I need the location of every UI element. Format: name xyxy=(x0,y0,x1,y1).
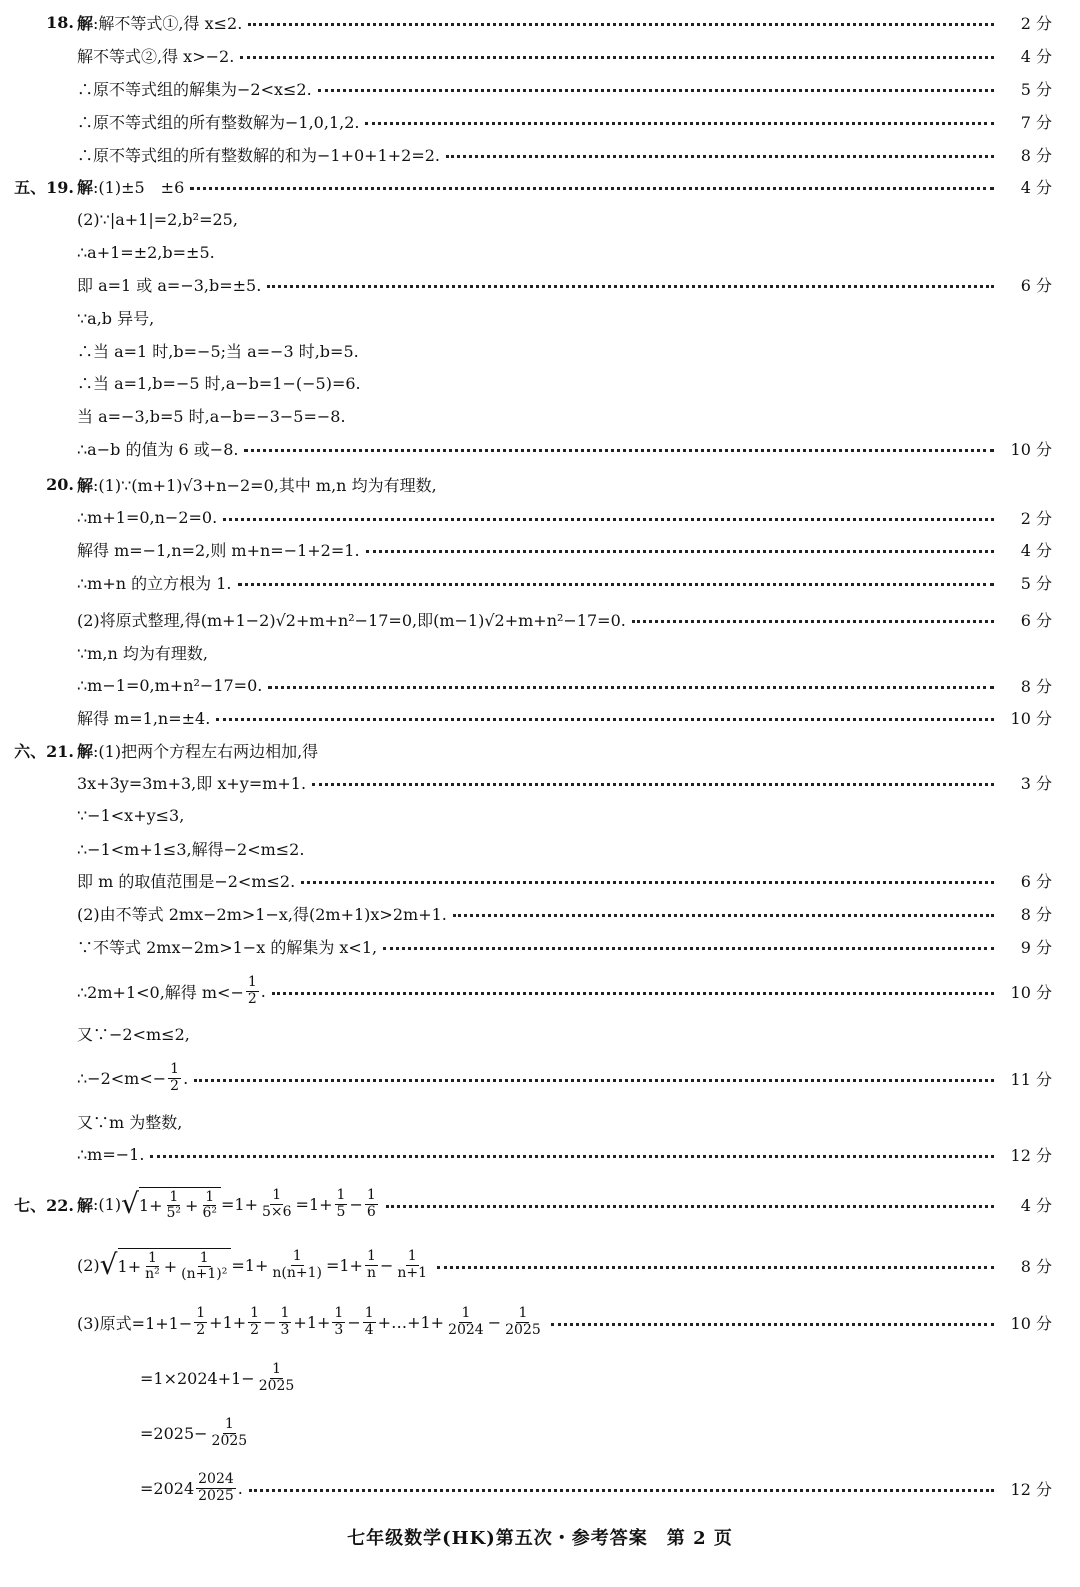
fraction-denominator: 2025 xyxy=(198,1487,234,1504)
answer-text: 又∵m 为整数, xyxy=(77,1112,183,1132)
fraction xyxy=(196,1472,236,1504)
q21-line-8 xyxy=(0,963,1080,1019)
q19-line-8 xyxy=(0,399,1080,431)
q21-line-3 xyxy=(0,799,1080,831)
q19-line-9 xyxy=(0,432,1080,464)
fraction-denominator: 2025 xyxy=(211,1432,248,1449)
answer-text: ∴m=−1. xyxy=(77,1144,145,1164)
expr-text: =1+ xyxy=(231,1255,269,1275)
leader-dots xyxy=(240,56,994,59)
expr-text: +1+ xyxy=(293,1312,331,1332)
score: 6 分 xyxy=(1020,610,1052,630)
answer-text: 解得 m=−1,n=2,则 m+n=−1+2=1. xyxy=(77,540,360,560)
leader-dots xyxy=(194,1079,994,1082)
fraction-numerator: 1 xyxy=(366,1187,376,1204)
fraction-denominator: n(n+1) xyxy=(272,1264,322,1281)
solution-head: 解 xyxy=(77,177,94,197)
q19-line-5 xyxy=(0,301,1080,333)
expr-text: =2025− xyxy=(140,1423,208,1443)
answer-text xyxy=(77,1306,545,1338)
fraction xyxy=(260,1188,294,1220)
fraction xyxy=(335,1188,348,1220)
fraction-numerator: 1 xyxy=(247,974,257,991)
fraction-denominator: n+1 xyxy=(397,1264,428,1281)
q21-line-1 xyxy=(0,734,1080,766)
radicand xyxy=(118,1248,232,1283)
answer-text: (2)由不等式 2mx−2m>1−x,得(2m+1)x>2m+1. xyxy=(77,904,447,924)
fraction-numerator: 1 xyxy=(196,1305,206,1322)
score: 2 分 xyxy=(1020,508,1052,528)
score: 7 分 xyxy=(1020,112,1052,132)
fraction-numerator: 1 xyxy=(272,1187,282,1204)
expr-text: − xyxy=(347,1312,361,1332)
expr-text: =1×2024+1− xyxy=(140,1368,255,1388)
leader-dots xyxy=(249,1489,994,1492)
expr-text: + xyxy=(185,1196,199,1215)
answer-text: ∴原不等式组的解集为−2<x≤2. xyxy=(77,79,312,99)
answer-text: ∵不等式 2mx−2m>1−x 的解集为 x<1, xyxy=(77,937,378,957)
fraction-denominator: 5² xyxy=(166,1205,182,1221)
score: 8 分 xyxy=(1020,904,1052,924)
question-number: 五、19. xyxy=(14,177,74,197)
fraction-numerator: 1 xyxy=(169,1188,179,1205)
fraction-numerator: 1 xyxy=(147,1249,157,1266)
score: 12 分 xyxy=(1010,1145,1052,1165)
expr-text: :(1) xyxy=(93,1194,122,1214)
leader-dots xyxy=(238,583,994,586)
fraction-denominator: 2 xyxy=(250,1321,260,1338)
fraction-numerator: 1 xyxy=(250,1305,260,1322)
answer-text: ∵m,n 均为有理数, xyxy=(77,643,208,663)
leader-dots xyxy=(216,718,994,721)
answer-text: 解不等式②,得 x>−2. xyxy=(77,46,235,66)
leader-dots xyxy=(453,914,994,917)
expr-text: (3)原式=1+1− xyxy=(77,1313,193,1333)
q21-line-11 xyxy=(0,1105,1080,1137)
answer-text: 3x+3y=3m+3,即 x+y=m+1. xyxy=(77,773,307,793)
expr-text: (2) xyxy=(77,1255,100,1275)
question-number: 七、22. xyxy=(14,1195,74,1215)
answer-text xyxy=(77,1248,431,1283)
leader-dots xyxy=(365,122,994,125)
fraction-denominator: 6 xyxy=(366,1203,376,1220)
fraction xyxy=(246,975,259,1007)
score: 12 分 xyxy=(1010,1479,1052,1499)
fraction xyxy=(503,1306,543,1338)
answer-text: :(1)∵(m+1)√3+n−2=0,其中 m,n 均为有理数, xyxy=(93,475,437,495)
expr-text: =2024 xyxy=(140,1478,195,1498)
fraction-denominator: 2024 xyxy=(448,1321,484,1338)
answer-text: ∴m−1=0,m+n²−17=0. xyxy=(77,675,263,695)
expr-text: 1+ xyxy=(117,1257,142,1276)
answer-text: ∴当 a=1,b=−5 时,a−b=1−(−5)=6. xyxy=(77,373,361,393)
q19-line-2 xyxy=(0,203,1080,235)
leader-dots xyxy=(366,550,994,553)
fraction xyxy=(332,1306,345,1338)
answer-text xyxy=(77,975,266,1007)
fraction-denominator: n xyxy=(366,1264,376,1281)
leader-dots xyxy=(268,686,994,689)
fraction-denominator: 6² xyxy=(202,1205,217,1221)
score: 8 分 xyxy=(1020,145,1052,165)
q20-line-8 xyxy=(0,701,1080,733)
radical-sign: √ xyxy=(99,1248,118,1281)
fraction-denominator: 2025 xyxy=(258,1377,295,1394)
q20-line-1 xyxy=(0,468,1080,500)
q22-line-5 xyxy=(0,1405,1080,1461)
question-number: 六、21. xyxy=(14,741,74,761)
answer-text: ∴a+1=±2,b=±5. xyxy=(77,242,215,262)
answer-text: ∵−1<x+y≤3, xyxy=(77,805,185,825)
score: 8 分 xyxy=(1020,676,1052,696)
expr-text: +…+1+ xyxy=(377,1312,445,1332)
score: 8 分 xyxy=(1020,1256,1052,1276)
expr-text: + xyxy=(163,1257,178,1276)
leader-dots xyxy=(632,620,994,623)
expr-text: − xyxy=(263,1312,277,1332)
answer-text: ∴当 a=1 时,b=−5;当 a=−3 时,b=5. xyxy=(77,341,359,361)
fraction-numerator: 1 xyxy=(292,1248,302,1265)
square-root xyxy=(100,1248,232,1283)
fraction xyxy=(168,1062,181,1094)
q19-line-3 xyxy=(0,236,1080,268)
answer-text: :(1)把两个方程左右两边相加,得 xyxy=(93,741,319,761)
q18-line-3 xyxy=(0,72,1080,104)
q18-line-4 xyxy=(0,105,1080,137)
answer-text: 又∵−2<m≤2, xyxy=(77,1024,190,1044)
leader-dots xyxy=(301,881,994,884)
answer-text: :(1)±5 ±6 xyxy=(93,177,185,197)
answer-text xyxy=(77,1062,188,1094)
q22-line-6 xyxy=(0,1460,1080,1516)
answer-text xyxy=(140,1362,298,1394)
answer-text: ∴m+1=0,n−2=0. xyxy=(77,507,218,527)
score: 3 分 xyxy=(1020,773,1052,793)
q18-line-5 xyxy=(0,138,1080,170)
expr-text: − xyxy=(380,1255,394,1275)
fraction-denominator: 2 xyxy=(247,990,257,1007)
fraction-denominator: (n+1)² xyxy=(181,1266,228,1282)
fraction-numerator: 1 xyxy=(280,1305,290,1322)
fraction xyxy=(257,1362,297,1394)
fraction-denominator: 2 xyxy=(196,1321,206,1338)
q20-line-6 xyxy=(0,636,1080,668)
fraction-numerator: 1 xyxy=(205,1188,215,1205)
fraction-numerator: 1 xyxy=(518,1305,528,1322)
solution-head: 解 xyxy=(77,13,94,33)
q21-line-7 xyxy=(0,930,1080,962)
fraction xyxy=(179,1251,229,1283)
fraction-numerator: 1 xyxy=(407,1248,417,1265)
score: 11 分 xyxy=(1010,1069,1052,1089)
fraction-denominator: 3 xyxy=(280,1321,290,1338)
answer-text: ∴a−b 的值为 6 或−8. xyxy=(77,439,239,459)
q20-line-5 xyxy=(0,603,1080,635)
q18-line-2 xyxy=(0,39,1080,71)
answer-text: (2)将原式整理,得(m+1−2)√2+m+n²−17=0,即(m−1)√2+m+n²−17=0. xyxy=(77,610,626,630)
fraction-denominator: 4 xyxy=(364,1321,374,1338)
fraction-numerator: 1 xyxy=(364,1305,374,1322)
expr-text: =1+ xyxy=(325,1255,363,1275)
square-root xyxy=(121,1187,221,1222)
expr-text: − xyxy=(349,1194,363,1214)
leader-dots xyxy=(386,1205,994,1208)
fraction xyxy=(248,1306,261,1338)
q20-line-3 xyxy=(0,533,1080,565)
q21-line-4 xyxy=(0,832,1080,864)
score: 6 分 xyxy=(1020,871,1052,891)
q19-line-7 xyxy=(0,366,1080,398)
question-number: 20. xyxy=(46,474,74,494)
fraction xyxy=(200,1190,219,1222)
fraction-numerator: 1 xyxy=(461,1305,471,1322)
q20-line-7 xyxy=(0,669,1080,701)
leader-dots xyxy=(267,285,994,288)
radical-sign: √ xyxy=(121,1187,139,1220)
leader-dots xyxy=(248,23,994,26)
score: 9 分 xyxy=(1020,937,1052,957)
fraction-denominator: 2 xyxy=(170,1077,180,1094)
leader-dots xyxy=(312,783,994,786)
q21-line-10 xyxy=(0,1050,1080,1106)
fraction xyxy=(365,1188,378,1220)
score: 6 分 xyxy=(1020,275,1052,295)
fraction xyxy=(395,1249,429,1281)
score: 10 分 xyxy=(1010,1313,1052,1333)
leader-dots xyxy=(437,1266,994,1269)
q21-line-9 xyxy=(0,1017,1080,1049)
fraction xyxy=(210,1417,250,1449)
score: 4 分 xyxy=(1020,540,1052,560)
q22-line-2 xyxy=(0,1237,1080,1293)
page-footer: 七年级数学(HK)第五次・参考答案 第 2 页 xyxy=(347,1528,733,1549)
fraction-numerator: 1 xyxy=(272,1361,281,1378)
expr-text: 1+ xyxy=(138,1196,163,1215)
q21-line-6 xyxy=(0,897,1080,929)
fraction-denominator: 5×6 xyxy=(261,1203,292,1220)
expr-text: ∴2m+1<0,解得 m<− xyxy=(77,982,244,1002)
answer-text: ∵a,b 异号, xyxy=(77,308,155,328)
leader-dots xyxy=(318,89,994,92)
score: 10 分 xyxy=(1010,982,1052,1002)
q21-line-5 xyxy=(0,864,1080,896)
answer-text: 即 a=1 或 a=−3,b=±5. xyxy=(77,275,262,295)
fraction xyxy=(143,1251,162,1283)
expr-text: ∴−2<m<− xyxy=(77,1068,167,1088)
answer-text xyxy=(93,1187,380,1222)
answer-text: 当 a=−3,b=5 时,a−b=−3−5=−8. xyxy=(77,406,346,426)
q19-line-4 xyxy=(0,268,1080,300)
fraction xyxy=(363,1306,376,1338)
fraction xyxy=(365,1249,378,1281)
score: 2 分 xyxy=(1020,13,1052,33)
question-number: 18. xyxy=(46,12,74,32)
q21-line-2 xyxy=(0,766,1080,798)
q22-line-3 xyxy=(0,1294,1080,1350)
answer-text: ∴m+n 的立方根为 1. xyxy=(77,573,232,593)
q18-line-1 xyxy=(0,6,1080,38)
score: 4 分 xyxy=(1020,46,1052,66)
q20-line-4 xyxy=(0,566,1080,598)
fraction xyxy=(279,1306,292,1338)
score: 10 分 xyxy=(1010,708,1052,728)
leader-dots xyxy=(383,947,994,950)
answer-text: ∴原不等式组的所有整数解的和为−1+0+1+2=2. xyxy=(77,145,441,165)
fraction xyxy=(194,1306,207,1338)
solution-head: 解 xyxy=(77,475,94,495)
answer-text: 即 m 的取值范围是−2<m≤2. xyxy=(77,871,296,891)
radicand xyxy=(139,1187,221,1222)
answer-text xyxy=(140,1472,243,1504)
score: 4 分 xyxy=(1020,1195,1052,1215)
expr-text: . xyxy=(260,981,266,1001)
leader-dots xyxy=(223,518,994,521)
fraction xyxy=(446,1306,486,1338)
leader-dots xyxy=(551,1323,994,1326)
fraction-numerator: 1 xyxy=(367,1248,376,1265)
leader-dots xyxy=(150,1155,994,1158)
answer-text: (2)∵|a+1|=2,b²=25, xyxy=(77,209,238,229)
fraction-denominator: 3 xyxy=(334,1321,344,1338)
leader-dots xyxy=(190,187,994,190)
fraction-denominator: 5 xyxy=(336,1203,346,1220)
answer-text xyxy=(140,1417,251,1449)
q22-line-1 xyxy=(0,1176,1080,1232)
answer-text: 解得 m=1,n=±4. xyxy=(77,708,211,728)
fraction-numerator: 1 xyxy=(224,1416,234,1433)
score: 5 分 xyxy=(1020,79,1052,99)
fraction-numerator: 1 xyxy=(336,1187,346,1204)
fraction xyxy=(165,1190,184,1222)
fraction xyxy=(270,1249,324,1281)
q22-line-4 xyxy=(0,1350,1080,1406)
q19-line-6 xyxy=(0,334,1080,366)
score: 4 分 xyxy=(1020,177,1052,197)
expr-text: . xyxy=(183,1068,189,1088)
answer-text: ∴原不等式组的所有整数解为−1,0,1,2. xyxy=(77,112,360,132)
fraction-denominator: 2025 xyxy=(505,1321,541,1338)
expr-text: − xyxy=(487,1312,502,1332)
expr-text: +1+ xyxy=(209,1312,247,1332)
solution-head: 解 xyxy=(77,741,94,761)
expr-text: =1+ xyxy=(295,1194,333,1214)
fraction-numerator: 2024 xyxy=(198,1471,234,1488)
q21-line-12 xyxy=(0,1138,1080,1170)
q19-line-1 xyxy=(0,170,1080,202)
fraction-numerator: 1 xyxy=(334,1305,344,1322)
expr-text: . xyxy=(237,1478,243,1498)
q20-line-2 xyxy=(0,501,1080,533)
fraction-denominator: n² xyxy=(145,1266,160,1282)
fraction-numerator: 1 xyxy=(170,1061,180,1078)
score: 10 分 xyxy=(1010,439,1052,459)
fraction-numerator: 1 xyxy=(199,1249,209,1266)
leader-dots xyxy=(244,449,994,452)
expr-text: =1+ xyxy=(220,1194,258,1214)
score: 5 分 xyxy=(1020,573,1052,593)
solution-head: 解 xyxy=(77,1195,94,1215)
leader-dots xyxy=(272,992,994,995)
answer-text: ∴−1<m+1≤3,解得−2<m≤2. xyxy=(77,839,305,859)
leader-dots xyxy=(446,155,994,158)
answer-text: :解不等式①,得 x≤2. xyxy=(93,13,243,33)
